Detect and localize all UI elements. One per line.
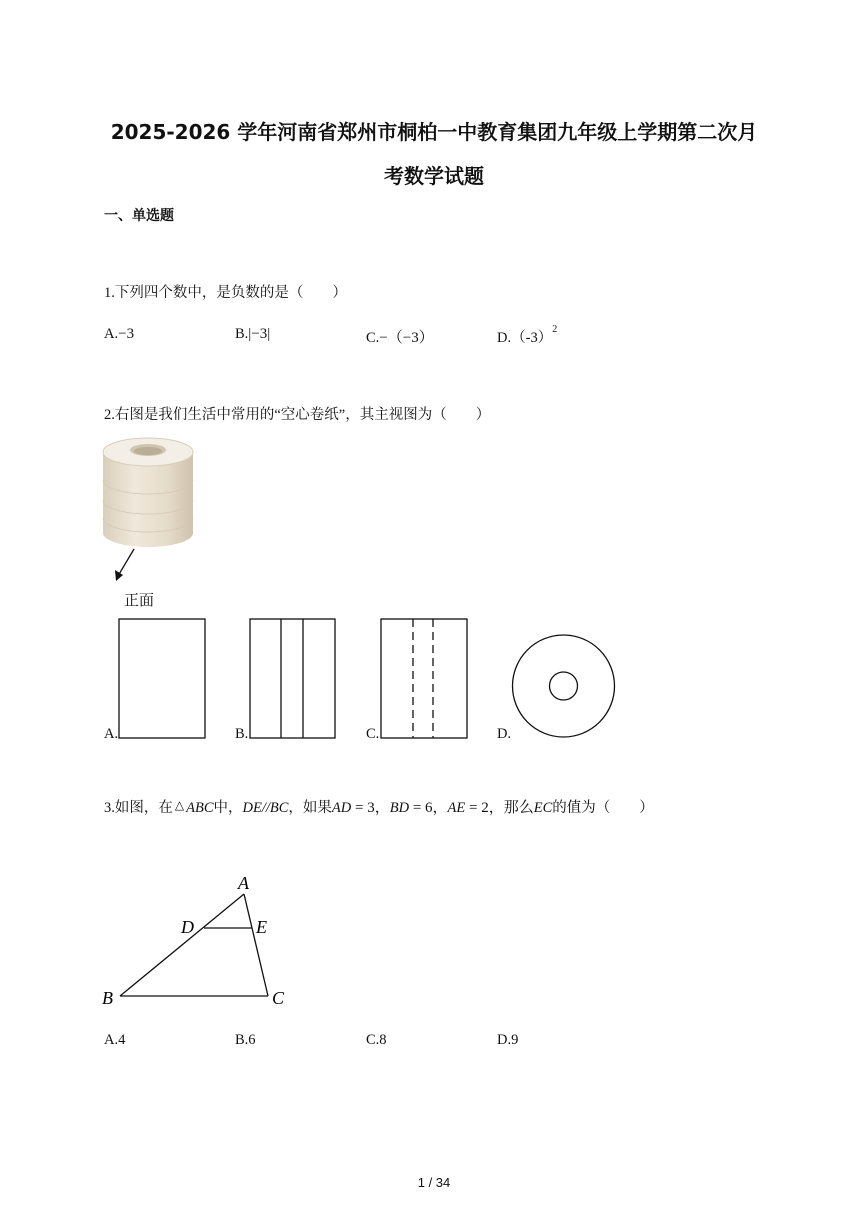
question-1-stem: 1.下列四个数中，是负数的是（ ） — [104, 285, 347, 301]
page-number: 1 / 34 — [417, 1175, 451, 1190]
question-3-stem: 3.如图，在 △ ABC中，DE//BC，如果AD = 3，BD = 6，AE = 2，那么EC的值为（ ） — [104, 798, 654, 816]
vertex-label-a: A — [238, 873, 249, 893]
page-title-line2: 考数学试题 — [384, 164, 484, 188]
vertex-label-b: B — [102, 988, 113, 1008]
triangle-figure — [98, 870, 298, 1012]
q2-option-d-figure — [510, 631, 620, 741]
q1-option-c: C.−（−3） — [366, 330, 434, 346]
question-2-stem: 2.右图是我们生活中常用的“空心卷纸”，其主视图为（ ） — [104, 407, 491, 423]
q2-option-b-label: B. — [235, 726, 249, 742]
vertex-label-e: E — [256, 917, 267, 937]
q3-option-b: B.6 — [235, 1032, 256, 1048]
q3-option-a: A.4 — [104, 1032, 126, 1048]
q2-option-c-figure — [379, 617, 469, 741]
q3-option-d: D.9 — [497, 1032, 519, 1048]
q1-option-a: A.−3 — [104, 326, 135, 342]
front-label: 正面 — [124, 593, 155, 609]
page-title-line1: 2025-2026 学年河南省郑州市桐柏一中教育集团九年级上学期第二次月 — [110, 120, 758, 144]
vertex-label-c: C — [272, 988, 285, 1008]
toilet-paper-roll-image — [96, 430, 206, 615]
vertex-label-d: D — [181, 917, 194, 937]
q2-option-a-figure — [117, 617, 207, 741]
q1-option-b: B.|−3| — [235, 326, 271, 342]
q2-option-a-label: A. — [104, 726, 119, 742]
q1-option-d: $D.(-3)^2$ — [497, 324, 558, 346]
q3-option-c: C.8 — [366, 1032, 387, 1048]
q2-option-b-figure — [248, 617, 338, 741]
section-heading: 一、单选题 — [104, 208, 174, 224]
q2-option-c-label: C. — [366, 726, 380, 742]
q2-option-d-label: D. — [497, 726, 512, 742]
